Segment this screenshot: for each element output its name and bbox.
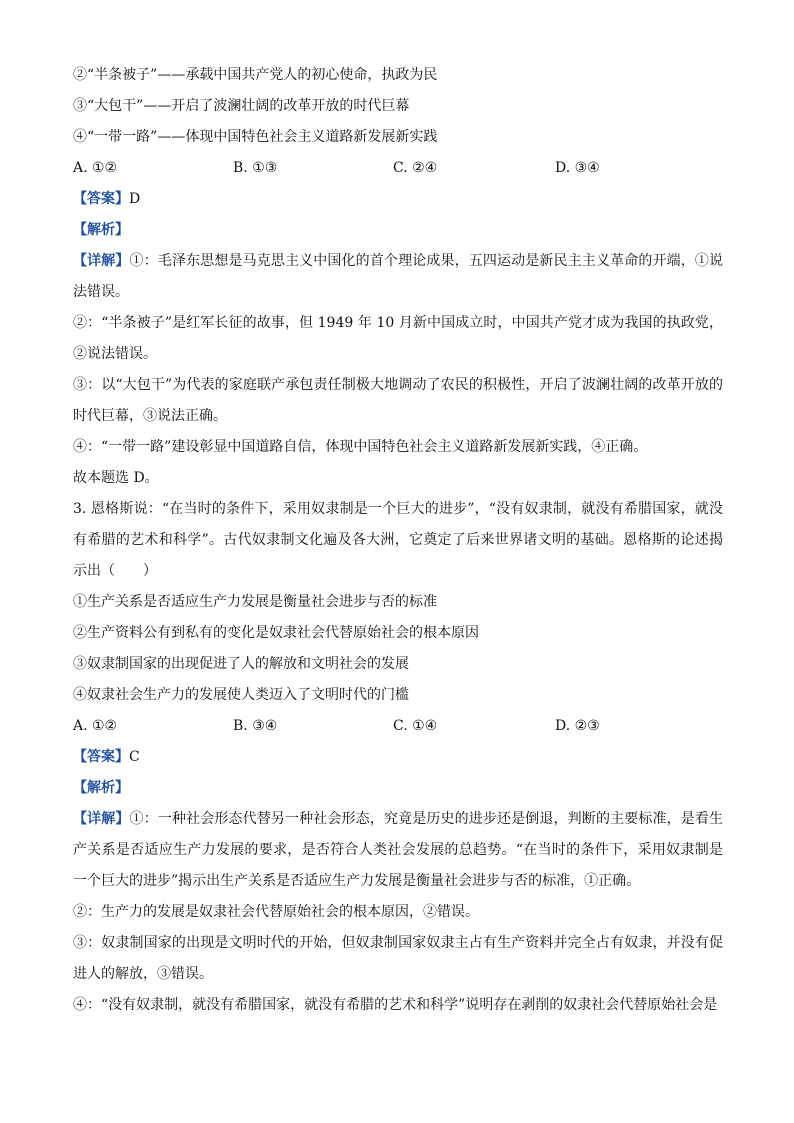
q3-statement-4: ④奴隶社会生产力的发展使人类迈入了文明时代的门槛 [73, 687, 409, 703]
q3-option-c: C. ①④ [393, 718, 438, 734]
q2-option-c: C. ②④ [393, 160, 438, 176]
q3-detail-1 [73, 804, 723, 897]
q2-statement-3: ③“大包干”——开启了波澜壮阔的改革开放的时代巨幕 [73, 98, 410, 114]
q2-answer [73, 184, 723, 215]
document-content [73, 60, 723, 1021]
q3-statement-2: ②生产资料公有到私有的变化是奴隶社会代替原始社会的根本原因 [73, 625, 479, 641]
q3-detail-1-text: ①：一种社会形态代替另一种社会形态，究竟是历史的进步还是倒退，判断的主要标准，是看生产关系是否适应生产力发展的要求，是否符合人类社会发展的总趋势。“在当时的条件下，采用奴隶制是一个巨大的进步”揭示出生产关系是否适应生产力发展是衡量社会进步与否的标准，①正确。 [73, 811, 724, 889]
q3-option-a: A. ①② [73, 718, 118, 734]
q3-answer [73, 742, 723, 773]
q2-statement-4: ④“一带一路”——体现中国特色社会主义道路新发展新实践 [73, 129, 438, 145]
q2-option-d: D. ③④ [555, 160, 600, 176]
q2-analysis-tag: 【解析】 [73, 222, 129, 238]
q2-detail-1-text: ①：毛泽东思想是马克思主义中国化的首个理论成果，五四运动是新民主主义革命的开端，①说法错误。 [73, 253, 724, 300]
q3-detail-4: ④：“没有奴隶制，就没有希腊国家，就没有希腊的艺术和科学”说明存在剥削的奴隶社会代替原始社会是 [73, 997, 718, 1013]
q3-statement-1: ①生产关系是否适应生产力发展是衡量社会进步与否的标准 [73, 594, 437, 610]
q2-statement-2: ②“半条被子”——承载中国共产党人的初心使命，执政为民 [73, 67, 438, 83]
q3-detail-2: ②：生产力的发展是奴隶社会代替原始社会的根本原因，②错误。 [73, 904, 479, 920]
q2-analysis [73, 215, 723, 246]
q2-option-b: B. ①③ [233, 160, 278, 176]
q3-detail-tag: 【详解】 [73, 811, 130, 827]
q3-option-d: D. ②③ [555, 718, 600, 734]
q3-analysis [73, 773, 723, 804]
q3-analysis-tag: 【解析】 [73, 780, 129, 796]
q2-detail-tag: 【详解】 [73, 253, 130, 269]
q2-detail-2: ②：“半条被子”是红军长征的故事，但 1949 年 10 月新中国成立时，中国共产党才成为我国的执政党，②说法错误。 [73, 315, 723, 362]
q3-detail-3: ③：奴隶制国家的出现是文明时代的开始，但奴隶制国家奴隶主占有生产资料并完全占有奴隶，并没有促进人的解放，③错误。 [73, 935, 723, 982]
q3-answer-tag: 【答案】 [73, 749, 129, 765]
q2-answer-tag: 【答案】 [73, 191, 129, 207]
q3-option-b: B. ③④ [233, 718, 278, 734]
q2-detail-3: ③：以“大包干”为代表的家庭联产承包责任制极大地调动了农民的积极性，开启了波澜壮阔的改革开放的时代巨幕，③说法正确。 [73, 377, 723, 424]
q2-answer-value: D [129, 191, 141, 207]
q3-answer-value: C [129, 749, 140, 765]
q2-detail-1 [73, 246, 723, 308]
q3-stem: 3. 恩格斯说：“在当时的条件下，采用奴隶制是一个巨大的进步”，“没有奴隶制，就没有希腊国家，就没有希腊的艺术和科学”。古代奴隶制文化遍及各大洲，它奠定了后来世界诸文明的基础。恩格斯的论述揭示出（ ） [73, 501, 723, 579]
q2-option-a: A. ①② [73, 160, 118, 176]
q2-options [73, 153, 723, 184]
q3-options [73, 711, 723, 742]
q2-detail-4: ④：“一带一路”建设彰显中国道路自信，体现中国特色社会主义道路新发展新实践，④正确。 [73, 439, 648, 455]
q2-conclusion: 故本题选 D。 [73, 470, 159, 486]
q3-statement-3: ③奴隶制国家的出现促进了人的解放和文明社会的发展 [73, 656, 409, 672]
